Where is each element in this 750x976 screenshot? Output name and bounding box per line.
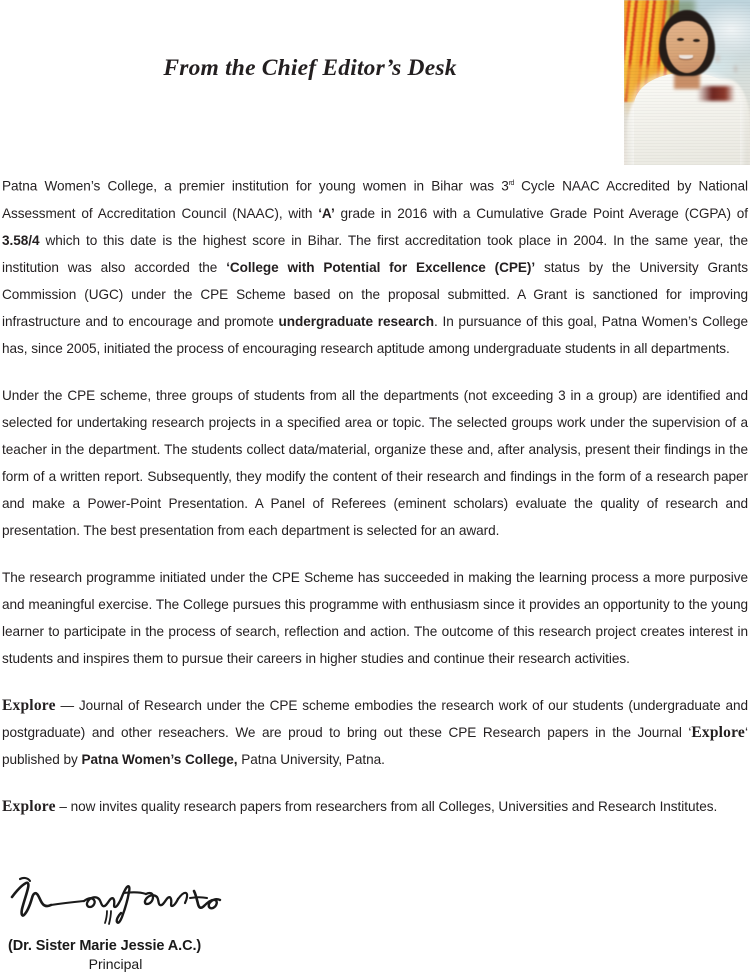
p1-segment-6: . In pursuance of this goal, Patna Women’s College has, since 2005, initiated the process of encouraging research aptitude among undergraduate students in all departments. [2, 313, 748, 356]
header-area [0, 0, 750, 170]
p1-segment-4: which to this date is the highest score in Bihar. The first accreditation took place in 2004. In the same year, the institution was also accorded the [2, 232, 748, 275]
paragraph-accreditation [2, 170, 748, 362]
p4-segment-1: — Journal of Research under the CPE scheme embodies the research work of our students (undergraduate and postgraduate) and other reseachers. We are proud to bring out these CPE Research papers in the Journal ‘ [2, 697, 748, 740]
signatory-designation: Principal [88, 956, 143, 972]
explore-wordmark-2: Explore [691, 723, 746, 741]
signature-block [0, 867, 300, 972]
photo-eye-right [693, 39, 700, 42]
p4-bold-publisher: Patna Women’s College, [81, 751, 238, 767]
p1-segment-5: status by the University Grants Commission (UGC) under the CPE Scheme based on the proposal submitted. A Grant is sanctioned for improving infrastructure and to encourage and promote [2, 259, 749, 329]
signatory-name: (Dr. Sister Marie Jessie A.C.) [8, 938, 202, 954]
p1-bold-grade: ‘A’ [318, 205, 335, 221]
p1-bold-undergraduate-research: undergraduate research [278, 313, 435, 329]
p1-bold-cpe-status: ‘College with Potential for Excellence (CPE)’ [226, 259, 536, 275]
p5-segment-1: – now invites quality research papers from researchers from all Colleges, Universities and Research Institutes. [55, 798, 718, 814]
paragraph-research-programme: The research programme initiated under the CPE Scheme has succeeded in making the learning process a more purposive and meaningful exercise. The College pursues this programme with enthusiasm since it provides an opportunity to the young learner to participate in the process of search, reflection and action. The outcome of this research project creates interest in students and inspires them to pursue their careers in higher studies and continue their research activities. [2, 569, 748, 666]
chief-editor-photo [624, 0, 750, 165]
p1-segment-3: grade in 2016 with a Cumulative Grade Point Average (CGPA) of [334, 205, 748, 221]
ordinal-suffix: rd [508, 180, 514, 187]
photo-dupatta [697, 86, 735, 101]
page-title: From the Chief Editor’s Desk [163, 55, 457, 81]
p4-segment-3: Patna University, Patna. [237, 751, 385, 767]
p1-segment-2: Cycle NAAC Accredited by National Assessment of Accreditation Council (NAAC), with [2, 178, 748, 221]
explore-wordmark-1: Explore [2, 696, 56, 714]
editorial-body [0, 170, 750, 820]
explore-wordmark-3: Explore [2, 797, 56, 815]
photo-eye-left [677, 38, 684, 41]
p1-segment-1: Patna Women’s College, a premier institution for young women in Bihar was 3 [2, 178, 509, 194]
handwritten-signature-icon [6, 867, 246, 933]
paragraph-explore-journal [2, 692, 748, 773]
paragraph-cpe-scheme: Under the CPE scheme, three groups of students from all the departments (not exceeding 3 in a group) are identified and selected for undertaking research projects in a specified area or topic. The selected groups work under the supervision of a teacher in the department. The students collect data/material, organize these and, after analysis, present their findings in the form of a written report. Subsequently, they modify the content of their research and findings in the form of a research paper and make a Power-Point Presentation. A Panel of Referees (eminent scholars) evaluate the quality of research and presentation. The best presentation from each department is selected for an award. [2, 387, 748, 538]
paragraph-call-for-papers [2, 793, 748, 820]
p1-bold-cgpa: 3.58/4 [2, 232, 40, 248]
p4-segment-2: ‘ published by [2, 724, 748, 767]
